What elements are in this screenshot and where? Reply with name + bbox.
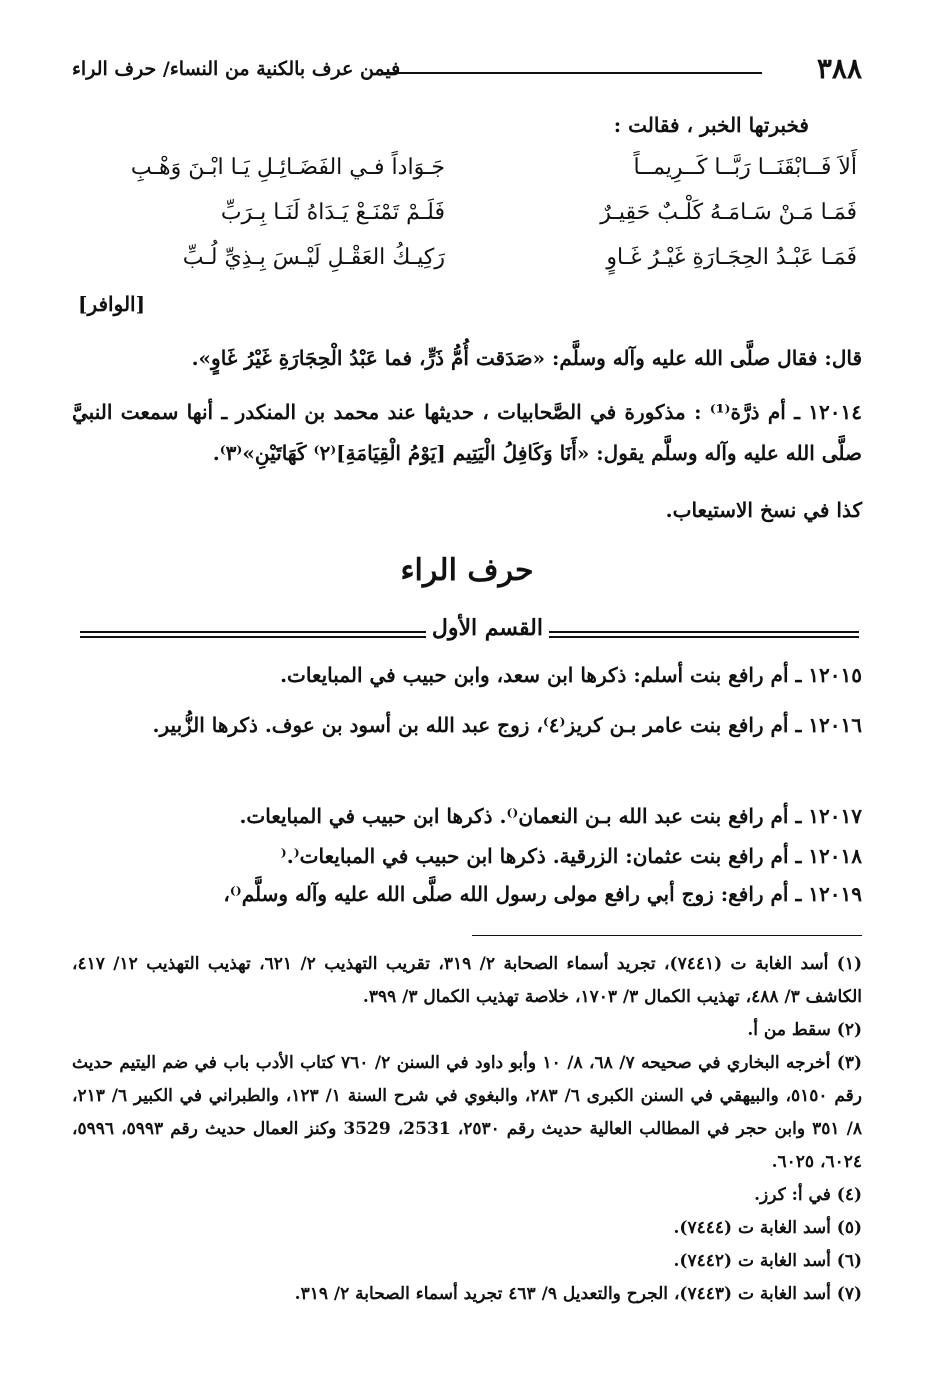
paragraph: كذا في نسخ الاستيعاب. xyxy=(665,498,862,522)
running-title: فيمن عرف بالكنية من النساء/ حرف الراء xyxy=(72,58,401,80)
paragraph: ١٢٠١٤ ـ أم ذرَّة⁽¹⁾ : مذكورة في الصَّحابيات ، حديثها عند محمد بن المنكدر ـ أنها سمعت النبيَّ صلَّى الله عليه وآله وسلَّم يقول: «أَنَا وَكَافِلُ الْيَتِيم [يَوْمُ الْقِيَامَةِ]⁽٢⁾ كَهَاتَيْنِ»⁽٣⁾. xyxy=(72,400,863,465)
verse xyxy=(75,200,862,245)
entry: ١٢٠١٨ ـ أم رافع بنت عثمان: الزرقية. ذكرها ابن حبيب في المبايعات⁽⁦⁾. xyxy=(280,844,862,868)
poem xyxy=(75,155,862,290)
poem-meter: [الوافر] xyxy=(78,292,146,316)
footnote: (٣) أخرجه البخاري في صحيحه ٧/ ٦٨، ٨/ ١٠ وأبو داود في السنن ٢/ ٧٦٠ كتاب الأدب باب في ضم اليتيم حديث رقم ٥١٥٠، والبيهقي في السنن الكبرى ٦/ ٢٨٣، والبغوي في شرح السنة ١/ ١٢٣، والطبراني في الكبير ٦/ ٢١٣، ٨/ ٣٥١ وابن حجر في المطالب العالية حديث رقم ٢٥٣٠، 2531، 3529 وكنز العمال حديث رقم ٥٩٩٣، ٥٩٩٦، ٦٠٢٤، ٦٠٢٥. xyxy=(72,1053,862,1172)
entry: ١٢٠١٥ ـ أم رافع بنت أسلم: ذكرها ابن سعد، وابن حبيب في المبايعات. xyxy=(280,663,862,687)
intro-line: فخبرتها الخبر ، فقالت : xyxy=(613,113,809,137)
footnote: (٧) أسد الغابة ت (٧٤٤٣)، الجرح والتعديل ٩/ ٤٦٣ تجريد أسماء الصحابة ٢/ ٣١٩. xyxy=(294,1284,862,1304)
footnote-separator xyxy=(472,935,862,936)
verse xyxy=(75,245,862,290)
footnote: (١) أسد الغابة ت (٧٤٤١)، تجريد أسماء الصحابة ٢/ ٣١٩، تقريب التهذيب ٢/ ٦٢١، تهذيب التهذيب ١٢/ ٤١٧، الكاشف ٣/ ٤٨٨، تهذيب الكمال ٣/ ١٧٠٣، خلاصة تهذيب الكمال ٣/ ٣٩٩. xyxy=(72,954,863,1007)
verse-first-hemistich: فَمَـا مَـنْ سَـامَـهُ كَلْـبٌ حَقِيـرٌ xyxy=(600,200,857,225)
footnote: (٢) سقط من أ. xyxy=(747,1020,862,1040)
verse-first-hemistich: أَلاَ فَــابْقَنَــا رَبَّــا كَــرِيمــاً xyxy=(633,155,857,180)
footnote: (٦) أسد الغابة ت (٧٤٤٢). xyxy=(673,1251,862,1271)
paragraph: قال: فقال صلَّى الله عليه وآله وسلَّم: «صَدَقت أُمُّ ذَرٍّ، فما عَبْدُ الْحِجَارَةِ غَيْرُ غَاوٍ». xyxy=(191,346,862,370)
section-title: حرف الراء xyxy=(400,553,534,588)
verse-first-hemistich: فَمَـا عَبْـدُ الحِجَـارَةِ غَيْـرُ غَـاوٍ xyxy=(606,245,857,270)
page-header xyxy=(72,52,862,88)
subsection-header xyxy=(80,615,859,649)
subsection-title: القسم الأول xyxy=(426,615,549,641)
footnote: (٤) في أ: كرز. xyxy=(754,1185,862,1205)
entry: ١٢٠١٧ ـ أم رافع بنت عبد الله بـن النعمان⁽⁥⁾. ذكرها ابن حبيب في المبايعات. xyxy=(239,804,862,828)
header-rule xyxy=(382,72,762,74)
entry: ١٢٠١٦ ـ أم رافع بنت عامر بـن كريز⁽٤⁾، زوج عبد الله بن أسود بن عوف. ذكرها الزُّبير. xyxy=(152,713,862,737)
verse-second-hemistich: رَكِيـكُ العَقْـلِ لَيْـسَ بِـذِيِّ لُـبِّ xyxy=(182,245,445,270)
verse-second-hemistich: فَلَـمْ تَمْنَـعْ يَـدَاهُ لَنَـا بِـرَبِّ xyxy=(220,200,445,225)
page-number: ٣٨٨ xyxy=(816,52,862,85)
footnote: (٥) أسد الغابة ت (٧٤٤٤). xyxy=(673,1218,862,1238)
verse xyxy=(75,155,862,200)
footnotes xyxy=(72,948,862,1311)
entry: ١٢٠١٩ ـ أم رافع: زوج أبي رافع مولى رسول الله صلَّى الله عليه وآله وسلَّم⁽⁧⁾، xyxy=(223,882,862,906)
verse-second-hemistich: جَـوَاداً فـي الفَضَـائِـلِ يَـا ابْـنَ وَهْـبِ xyxy=(130,155,445,180)
